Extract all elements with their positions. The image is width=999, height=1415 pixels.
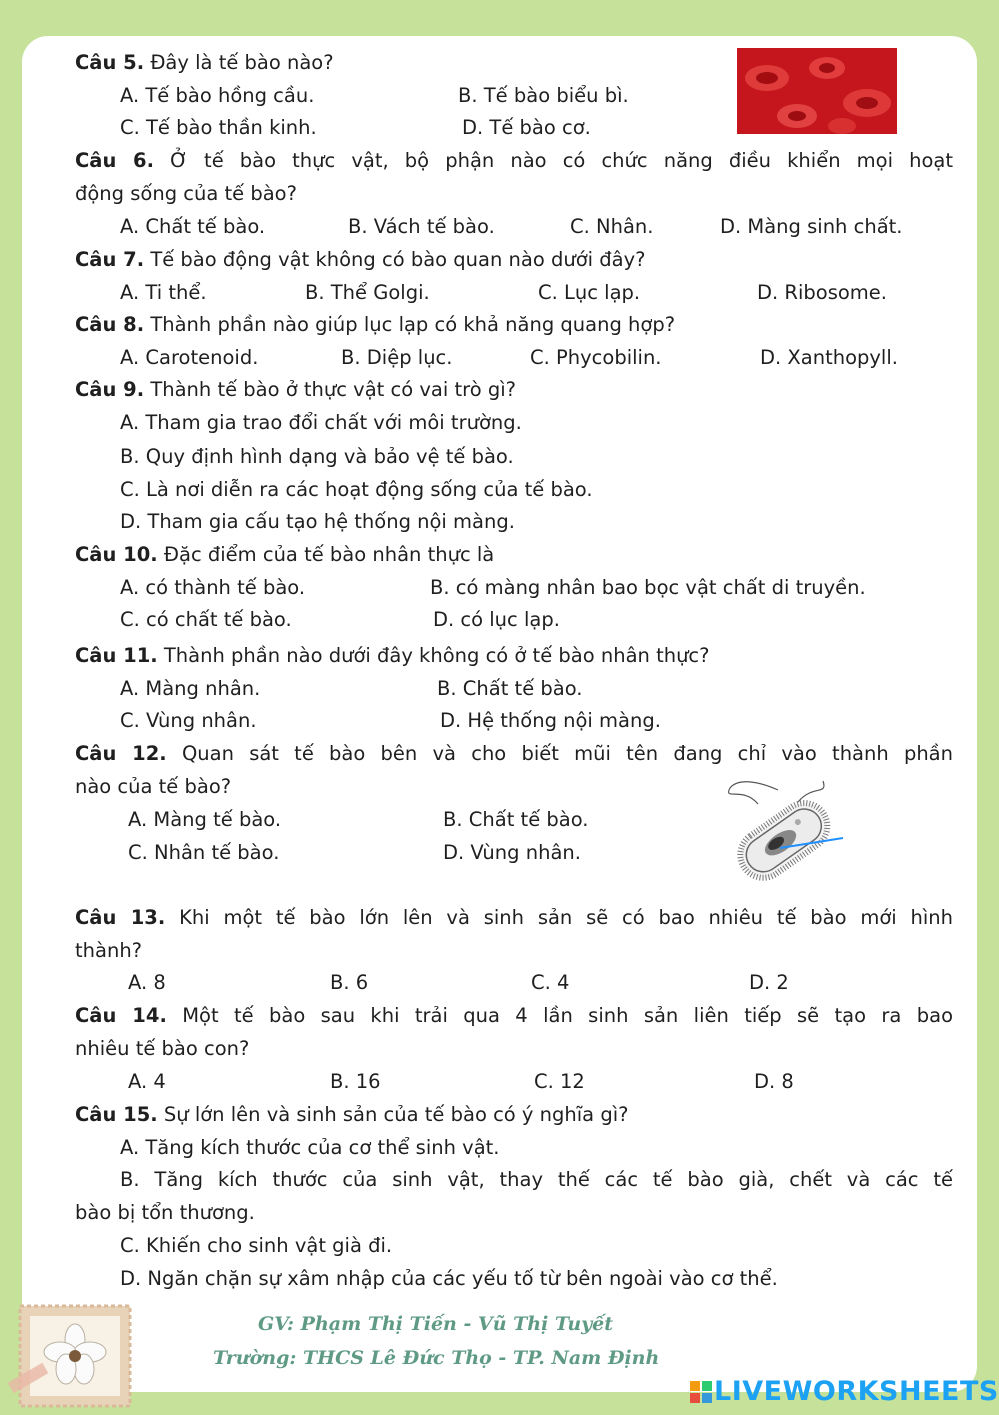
question-number: Câu 12. [75, 742, 167, 765]
question-10 [75, 541, 494, 569]
option-6a[interactable]: A. Chất tế bào. [120, 215, 266, 238]
liveworksheets-icon [690, 1381, 712, 1403]
question-text: Thành phần nào giúp lục lạp có khả năng quang hợp? [144, 313, 676, 336]
option-14c[interactable]: C. 12 [534, 1070, 585, 1093]
option-9b[interactable]: B. Quy định hình dạng và bảo vệ tế bào. [120, 445, 514, 468]
option-14b[interactable]: B. 16 [330, 1070, 381, 1093]
option-12b[interactable]: B. Chất tế bào. [443, 808, 589, 831]
logo-text: LIVEWORKSHEETS [714, 1376, 999, 1407]
option-15b[interactable]: B. Tăng kích thước của sinh vật, thay thế các tế bào già, chết và các tế [120, 1168, 953, 1191]
question-13 [75, 904, 953, 932]
option-9c[interactable]: C. Là nơi diễn ra các hoạt động sống của tế bào. [120, 478, 593, 501]
bacteria-cell-image [718, 776, 848, 888]
option-15d[interactable]: D. Ngăn chặn sự xâm nhập của các yếu tố từ bên ngoài vào cơ thể. [120, 1267, 778, 1290]
liveworksheets-logo[interactable] [690, 1376, 999, 1407]
option-9a[interactable]: A. Tham gia trao đổi chất với môi trường. [120, 411, 522, 434]
option-8a[interactable]: A. Carotenoid. [120, 346, 259, 369]
option-13d[interactable]: D. 2 [749, 971, 789, 994]
question-text: Khi một tế bào lớn lên và sinh sản sẽ có bao nhiêu tế bào mới hình [165, 906, 953, 929]
question-number: Câu 8. [75, 313, 145, 336]
question-8 [75, 311, 675, 339]
option-13a[interactable]: A. 8 [128, 971, 166, 994]
option-6b[interactable]: B. Vách tế bào. [348, 215, 495, 238]
question-11 [75, 642, 710, 670]
question-7 [75, 246, 645, 274]
option-5d[interactable]: D. Tế bào cơ. [462, 116, 591, 139]
question-number: Câu 10. [75, 543, 158, 566]
question-number: Câu 5. [75, 51, 145, 74]
question-text: Thành phần nào dưới đây không có ở tế bào nhân thực? [157, 644, 710, 667]
question-6 [75, 147, 953, 175]
question-text: Ở tế bào thực vật, bộ phận nào có chức năng điều khiển mọi hoạt [154, 149, 953, 172]
option-10c[interactable]: C. có chất tế bào. [120, 608, 292, 631]
question-text: Đây là tế bào nào? [144, 51, 334, 74]
option-8c[interactable]: C. Phycobilin. [530, 346, 662, 369]
option-9d[interactable]: D. Tham gia cấu tạo hệ thống nội màng. [120, 510, 515, 533]
question-14-cont: nhiêu tế bào con? [75, 1037, 250, 1060]
red-blood-cells-image [737, 48, 897, 134]
option-10b[interactable]: B. có màng nhân bao bọc vật chất di truyền. [430, 576, 866, 599]
option-13c[interactable]: C. 4 [531, 971, 570, 994]
option-10a[interactable]: A. có thành tế bào. [120, 576, 306, 599]
option-15b-cont[interactable]: bào bị tổn thương. [75, 1201, 255, 1224]
question-6-cont: động sống của tế bào? [75, 182, 297, 205]
option-14a[interactable]: A. 4 [128, 1070, 166, 1093]
question-text: Sự lớn lên và sinh sản của tế bào có ý nghĩa gì? [157, 1103, 629, 1126]
question-number: Câu 9. [75, 378, 145, 401]
option-5b[interactable]: B. Tế bào biểu bì. [458, 84, 629, 107]
option-5a[interactable]: A. Tế bào hồng cầu. [120, 84, 315, 107]
option-6c[interactable]: C. Nhân. [570, 215, 654, 238]
question-9 [75, 376, 516, 404]
question-number: Câu 14. [75, 1004, 167, 1027]
question-number: Câu 6. [75, 149, 155, 172]
option-6d[interactable]: D. Màng sinh chất. [720, 215, 903, 238]
question-14 [75, 1002, 953, 1030]
question-12-cont: nào của tế bào? [75, 775, 232, 798]
option-12c[interactable]: C. Nhân tế bào. [128, 841, 280, 864]
question-number: Câu 13. [75, 906, 166, 929]
option-11a[interactable]: A. Màng nhân. [120, 677, 261, 700]
option-15a[interactable]: A. Tăng kích thước của cơ thể sinh vật. [120, 1136, 500, 1159]
question-text: Quan sát tế bào bên và cho biết mũi tên đang chỉ vào thành phần [166, 742, 953, 765]
flower-stamp-image [8, 1302, 136, 1410]
option-15c[interactable]: C. Khiến cho sinh vật già đi. [120, 1234, 393, 1257]
option-8d[interactable]: D. Xanthopyll. [760, 346, 898, 369]
option-8b[interactable]: B. Diệp lục. [341, 346, 453, 369]
footer-teacher: GV: Phạm Thị Tiến - Vũ Thị Tuyết [258, 1313, 614, 1335]
option-11c[interactable]: C. Vùng nhân. [120, 709, 257, 732]
question-15 [75, 1101, 628, 1129]
option-13b[interactable]: B. 6 [330, 971, 369, 994]
option-12a[interactable]: A. Màng tế bào. [128, 808, 282, 831]
question-number: Câu 11. [75, 644, 158, 667]
question-12 [75, 740, 953, 768]
option-11b[interactable]: B. Chất tế bào. [437, 677, 583, 700]
option-7a[interactable]: A. Ti thể. [120, 281, 207, 304]
option-10d[interactable]: D. có lục lạp. [433, 608, 560, 631]
footer-school: Trường: THCS Lê Đức Thọ - TP. Nam Định [213, 1347, 660, 1369]
question-5 [75, 49, 334, 77]
question-text: Thành tế bào ở thực vật có vai trò gì? [144, 378, 516, 401]
option-5c[interactable]: C. Tế bào thần kinh. [120, 116, 317, 139]
option-7b[interactable]: B. Thể Golgi. [305, 281, 430, 304]
option-11d[interactable]: D. Hệ thống nội màng. [440, 709, 661, 732]
question-text: Một tế bào sau khi trải qua 4 lần sinh sản liên tiếp sẽ tạo ra bao [166, 1004, 953, 1027]
question-13-cont: thành? [75, 939, 143, 962]
option-12d[interactable]: D. Vùng nhân. [443, 841, 581, 864]
question-number: Câu 7. [75, 248, 145, 271]
question-text: Tế bào động vật không có bào quan nào dưới đây? [144, 248, 646, 271]
option-7d[interactable]: D. Ribosome. [757, 281, 887, 304]
question-text: Đặc điểm của tế bào nhân thực là [157, 543, 495, 566]
option-7c[interactable]: C. Lục lạp. [538, 281, 641, 304]
question-number: Câu 15. [75, 1103, 158, 1126]
option-14d[interactable]: D. 8 [754, 1070, 794, 1093]
